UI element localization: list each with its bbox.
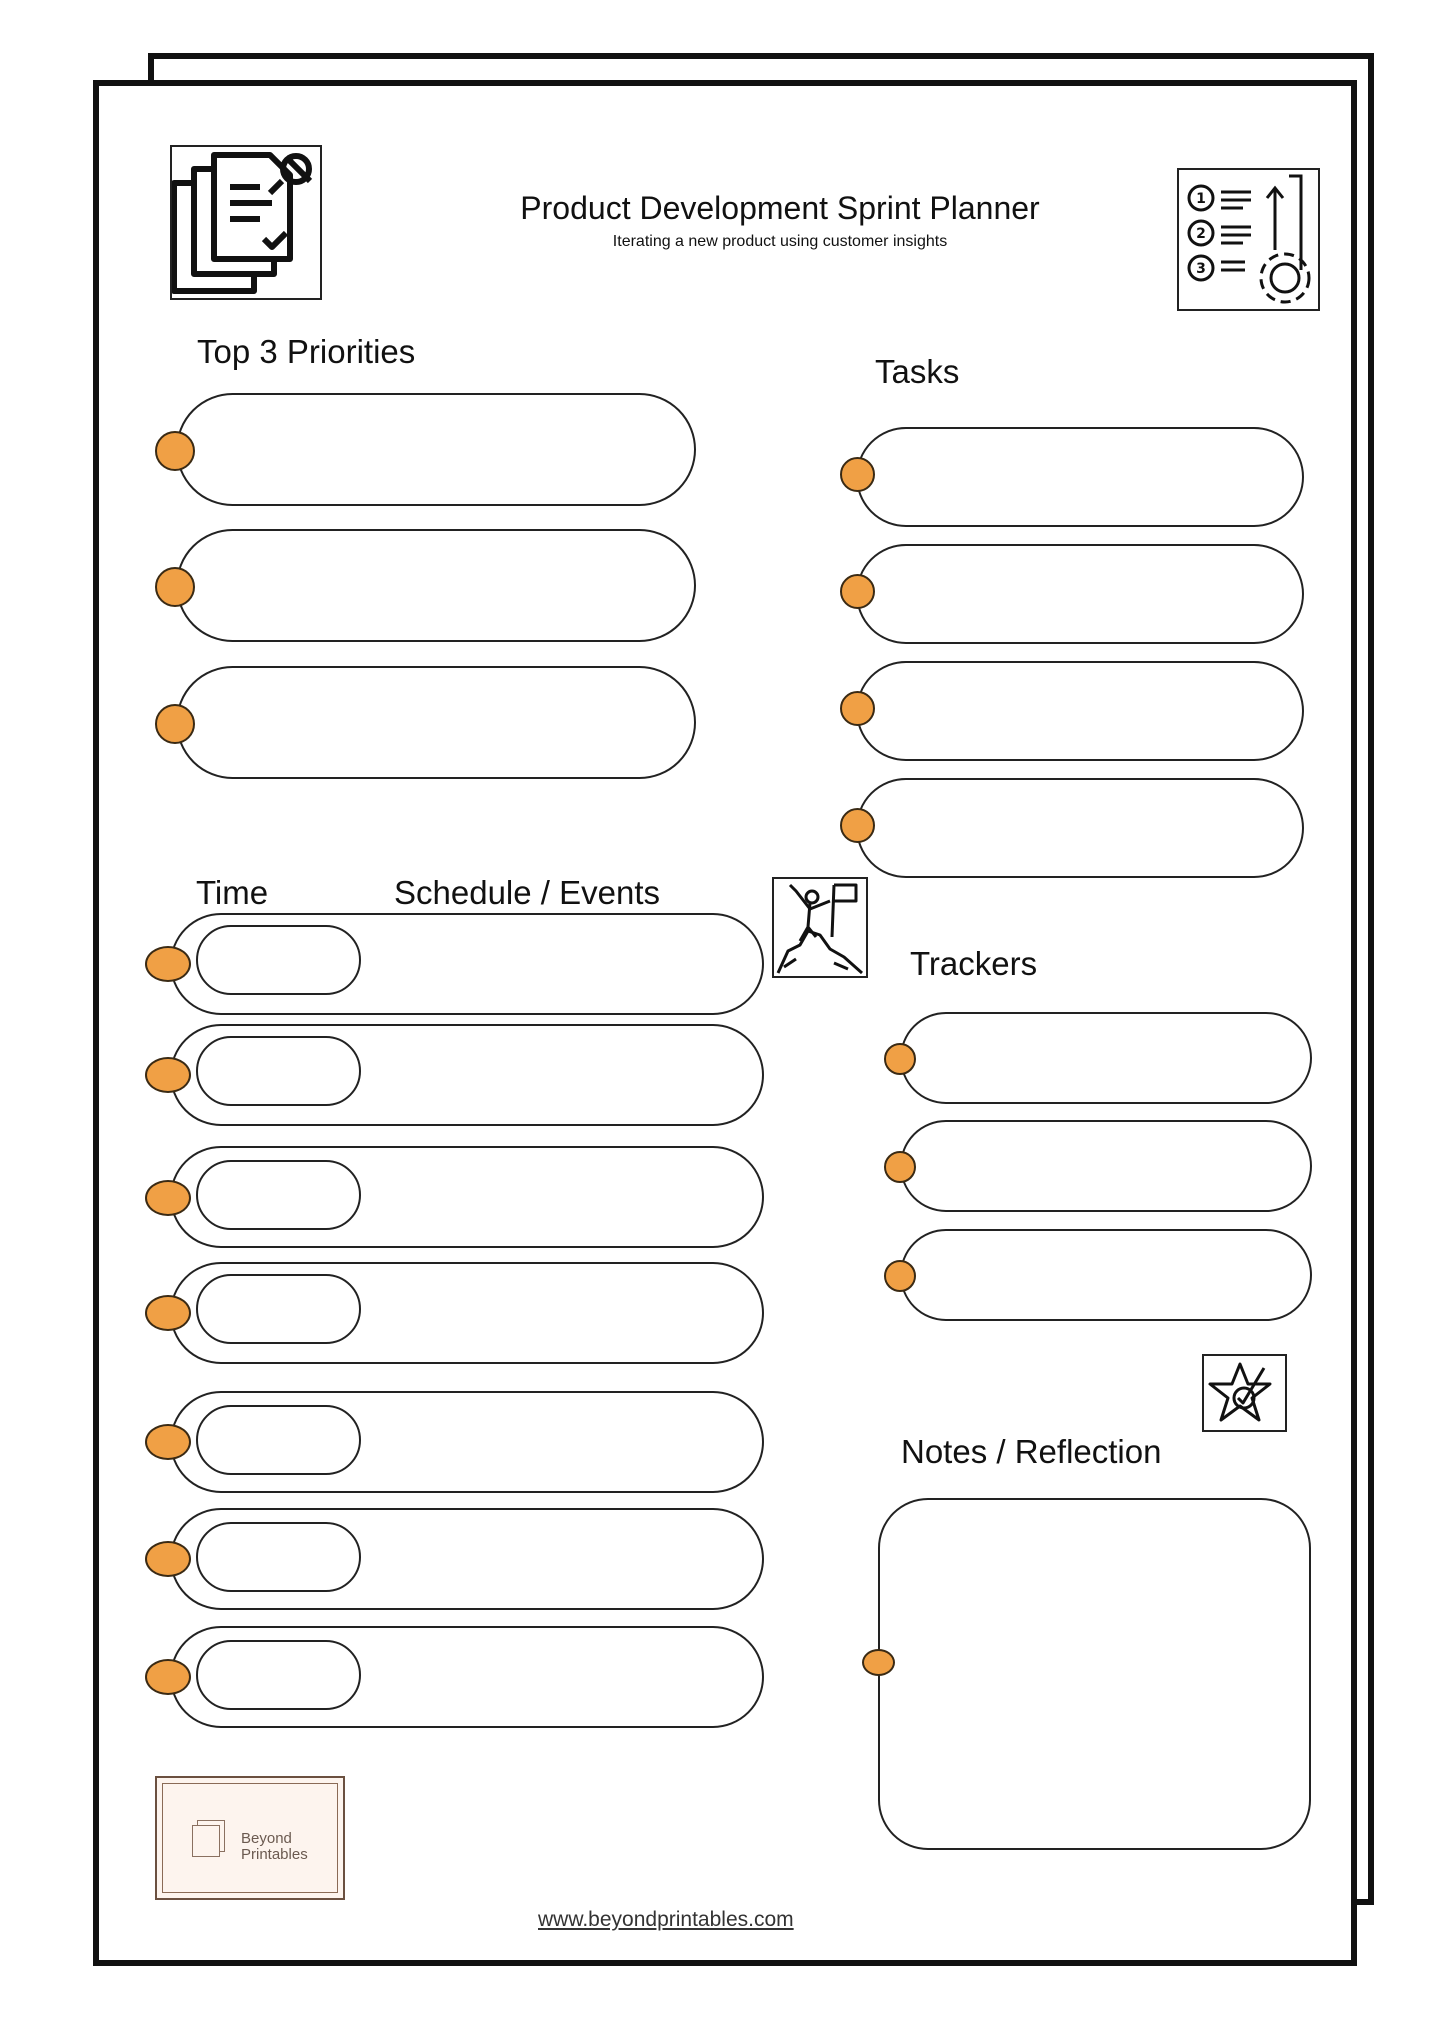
task-field-4[interactable]	[856, 778, 1304, 878]
task-field-1[interactable]	[856, 427, 1304, 527]
priority-bullet-1	[155, 431, 195, 471]
priority-bullet-2	[155, 567, 195, 607]
trackers-heading: Trackers	[910, 945, 1038, 982]
numbered-list-gear-icon	[1177, 168, 1320, 311]
time-heading: Time	[196, 874, 269, 911]
tracker-field-3[interactable]	[900, 1229, 1312, 1321]
task-field-2[interactable]	[856, 544, 1304, 644]
time-field-6[interactable]	[196, 1522, 361, 1592]
priority-bullet-3	[155, 704, 195, 744]
tracker-bullet-2	[884, 1151, 916, 1183]
tracker-field-1[interactable]	[900, 1012, 1312, 1104]
priority-field-1[interactable]	[176, 393, 696, 506]
brand-logo	[155, 1776, 345, 1900]
schedule-heading: Schedule / Events	[394, 874, 660, 911]
priorities-heading: Top 3 Priorities	[197, 333, 416, 370]
notes-box[interactable]	[878, 1498, 1311, 1850]
task-field-3[interactable]	[856, 661, 1304, 761]
svg-text:2: 2	[1196, 226, 1206, 242]
schedule-bullet-5	[145, 1424, 191, 1460]
task-bullet-4	[840, 808, 875, 843]
logo-text-line2: Printables	[241, 1846, 308, 1863]
website-link[interactable]: www.beyondprintables.com	[538, 1908, 794, 1931]
schedule-bullet-2	[145, 1057, 191, 1093]
svg-text:1: 1	[1196, 191, 1206, 207]
time-field-5[interactable]	[196, 1405, 361, 1475]
task-bullet-1	[840, 457, 875, 492]
tasks-heading: Tasks	[875, 353, 960, 390]
logo-text-line1: Beyond	[241, 1830, 292, 1847]
task-bullet-3	[840, 691, 875, 726]
priority-field-3[interactable]	[176, 666, 696, 779]
svg-text:3: 3	[1196, 261, 1206, 277]
notes-bullet	[862, 1649, 895, 1676]
tracker-bullet-3	[884, 1260, 916, 1292]
schedule-bullet-7	[145, 1659, 191, 1695]
time-field-3[interactable]	[196, 1160, 361, 1230]
time-field-2[interactable]	[196, 1036, 361, 1106]
schedule-bullet-4	[145, 1295, 191, 1331]
priority-field-2[interactable]	[176, 529, 696, 642]
time-field-4[interactable]	[196, 1274, 361, 1344]
schedule-bullet-6	[145, 1541, 191, 1577]
notes-heading: Notes / Reflection	[901, 1433, 1162, 1470]
schedule-bullet-1	[145, 946, 191, 982]
time-field-7[interactable]	[196, 1640, 361, 1710]
tracker-field-2[interactable]	[900, 1120, 1312, 1212]
time-field-1[interactable]	[196, 925, 361, 995]
clipboard-pin-icon	[170, 145, 322, 300]
tracker-bullet-1	[884, 1043, 916, 1075]
page-title: Product Development Sprint Planner	[520, 190, 1040, 226]
mountain-flag-icon	[772, 877, 868, 978]
task-bullet-2	[840, 574, 875, 609]
schedule-bullet-3	[145, 1180, 191, 1216]
page-subtitle: Iterating a new product using customer insights	[612, 233, 948, 250]
star-check-icon	[1202, 1354, 1287, 1432]
